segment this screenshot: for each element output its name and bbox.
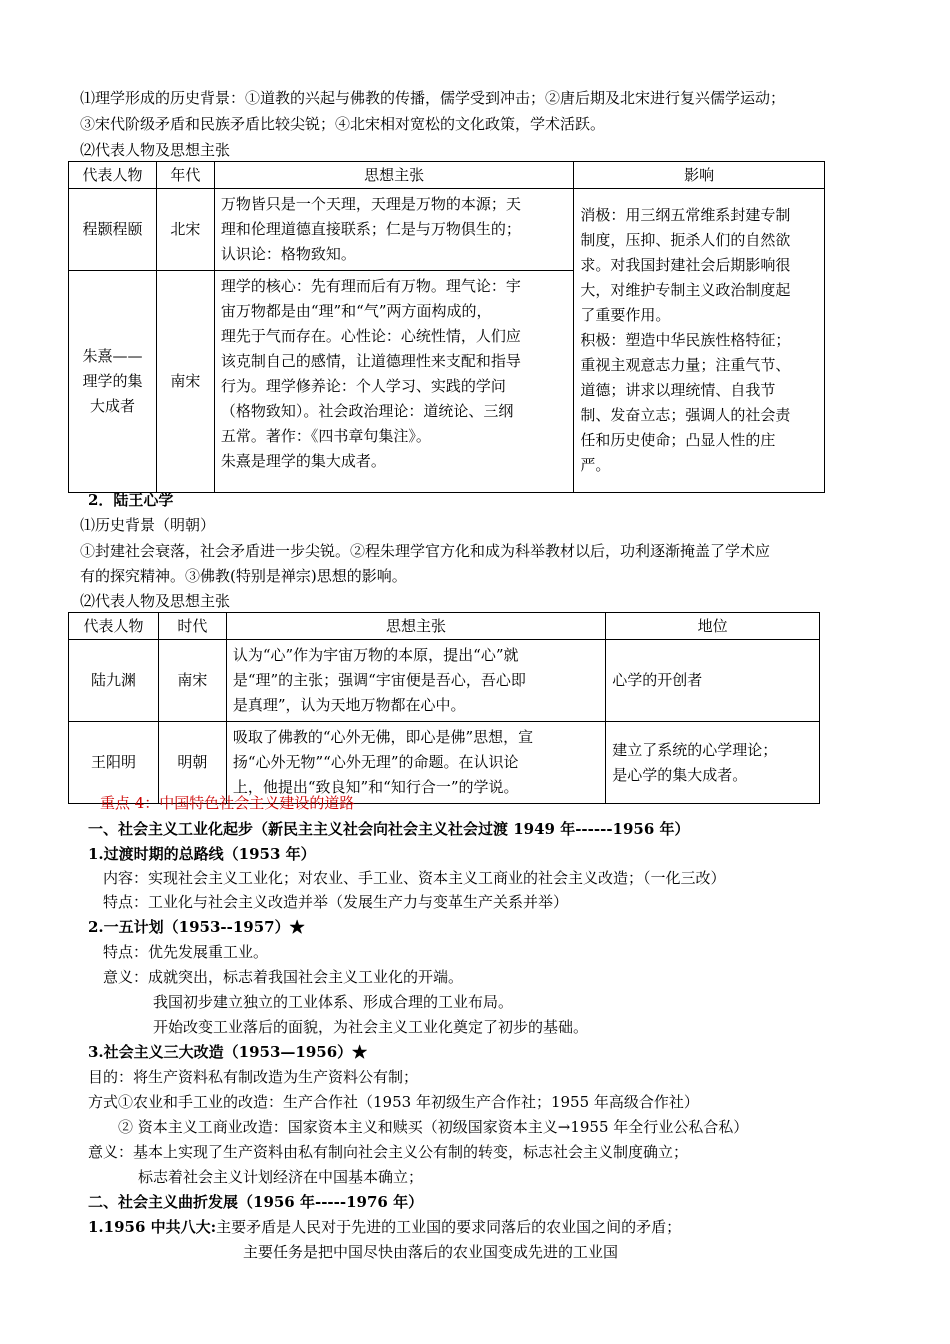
text-line: 该克制自己的感情，让道德理性来支配和指导 [220,352,521,370]
part-one-heading: 一、社会主义工业化起步（新民主主义社会向社会主义社会过渡 1949 年------1956 年） [88,820,690,838]
lixue-background-line-1: ⑴理学形成的历史背景：①道教的兴起与佛教的传播，儒学受到冲击；②唐后期及北宋进行复兴儒学运动； [80,89,786,107]
header-person: 代表人物 [69,613,159,640]
text-line: 是心学的集大成者。 [612,765,748,784]
text-line: 大成者 [89,397,135,415]
text-line: 了重要作用。 [580,306,671,324]
five-year-plan-significance-3: 开始改变工业落后的面貌，为社会主义工业化奠定了初步的基础。 [153,1018,589,1036]
header-influence: 影响 [574,162,825,189]
lixue-background-line-2: ③宋代阶级矛盾和民族矛盾比较尖锐；④北宋相对宽松的文化政策，学术活跃。 [80,115,606,133]
item-five-year-plan-heading: 2.一五计划（1953--1957）★ [88,918,305,936]
text-line: 积极：塑造中华民族性格特征； [580,331,791,349]
text-line: 万物皆只是一个天理，天理是万物的本源；天 [220,195,521,213]
five-year-plan-feature: 特点：优先发展重工业。 [103,943,269,961]
cell-era: 南宋 [156,271,214,493]
xinxue-heading: 2．陆王心学 [88,491,174,509]
text-line: 宙万物都是由“理”和“气”两方面构成的， [220,302,492,320]
table-row [69,189,825,271]
cell-person: 陆九渊 [69,640,159,722]
text-line: 朱熹—— [82,347,143,365]
header-idea: 思想主张 [214,162,574,189]
table-header-row [69,162,825,189]
cell-person: 王阳明 [69,722,159,804]
cell-idea [214,189,574,271]
eighth-congress-line-1 [88,1216,681,1238]
text-line: 消极：用三纲五常维系封建专制 [580,206,791,224]
text-line: 理学的核心：先有理而后有万物。理气论：宇 [220,277,521,295]
text-line: 认为“心”作为宇宙万物的本原，提出“心”就 [232,646,519,664]
xinxue-representatives-heading: ⑵代表人物及思想主张 [80,592,231,610]
xinxue-table [68,612,820,804]
text-line: 道德；讲求以理统情、自我节 [580,381,776,399]
lixue-table [68,161,825,493]
text-line: 朱熹是理学的集大成者。 [220,452,386,470]
eighth-congress-task: 主要任务是把中国尽快由落后的农业国变成先进的工业国 [243,1243,619,1261]
transformations-method-2: ② 资本主义工商业改造：国家资本主义和赎买（初级国家资本主义→1955 年全行业公私合私） [118,1118,749,1136]
eighth-congress-label: 1.1956 中共八大: [88,1218,217,1236]
cell-influence [574,189,825,493]
text-line: 大，对维护专制主义政治制度起 [580,281,791,299]
item-general-line-heading: 1.过渡时期的总路线（1953 年） [88,845,316,863]
eighth-congress-contradiction: 主要矛盾是人民对于先进的工业国的要求同落后的农业国之间的矛盾； [216,1218,682,1236]
header-person: 代表人物 [69,162,157,189]
text-line: 五常。著作：《四书章句集注》。 [220,427,431,445]
cell-era: 南宋 [158,640,226,722]
text-line: 求。对我国封建社会后期影响很 [580,256,791,274]
cell-idea [226,640,605,722]
cell-era: 明朝 [158,722,226,804]
cell-person: 程颢程颐 [69,189,157,271]
text-line: 行为。理学修养论：个人学习、实践的学问 [220,377,506,395]
text-line: 上，他提出“致良知”和“知行合一”的学说。 [232,778,519,796]
cell-person [69,271,157,493]
xinxue-background-heading: ⑴历史背景（明朝） [80,516,216,534]
text-line: 扬“心外无物”“心外无理”的命题。在认识论 [232,753,519,771]
text-line: 是“理”的主张；强调“宇宙便是吾心，吾心即 [232,671,526,689]
text-line: （格物致知）。社会政治理论：道统论、三纲 [220,402,514,420]
five-year-plan-significance-2: 我国初步建立独立的工业体系、形成合理的工业布局。 [153,993,514,1011]
general-line-content: 内容：实现社会主义工业化；对农业、手工业、资本主义工商业的社会主义改造；（一化三改） [103,869,726,887]
text-line: 制、发奋立志；强调人的社会责 [580,406,791,424]
xinxue-background-line-1: ①封建社会衰落，社会矛盾进一步尖锐。②程朱理学官方化和成为科举教材以后，功利逐渐掩盖了学术应 [80,542,771,560]
header-era: 时代 [158,613,226,640]
cell-status [606,722,820,804]
table-row [69,640,820,722]
text-line: 理学的集 [82,372,143,390]
part-two-heading: 二、社会主义曲折发展（1956 年-----1976 年） [88,1193,424,1211]
text-line: 吸取了佛教的“心外无佛，即心是佛”思想，宣 [232,728,534,746]
header-idea: 思想主张 [226,613,605,640]
text-line: 建立了系统的心学理论； [612,740,778,759]
transformations-significance-2: 标志着社会主义计划经济在中国基本确立； [138,1168,424,1186]
cell-status: 心学的开创者 [606,640,820,722]
cell-idea [214,271,574,493]
xinxue-background-line-2: 有的探究精神。③佛教(特别是禅宗)思想的影响。 [80,567,407,585]
text-line: 理先于气而存在。心性论：心统性情，人们应 [220,327,521,345]
transformations-method-1: 方式①农业和手工业的改造：生产合作社（1953 年初级生产合作社；1955 年高级合作社） [88,1093,699,1111]
five-year-plan-significance-1: 意义：成就突出，标志着我国社会主义工业化的开端。 [103,968,464,986]
general-line-feature: 特点：工业化与社会主义改造并举（发展生产力与变革生产关系并举） [103,893,569,911]
text-line: 任和历史使命；凸显人性的庄 [580,431,776,449]
item-three-transformations-heading: 3.社会主义三大改造（1953—1956）★ [88,1043,368,1061]
table-header-row [69,613,820,640]
transformations-goal: 目的：将生产资料私有制改造为生产资料公有制； [88,1068,419,1086]
text-line: 重视主观意志力量；注重气节、 [580,356,791,374]
transformations-significance-1: 意义：基本上实现了生产资料由私有制向社会主义公有制的转变，标志社会主义制度确立； [88,1143,689,1161]
lixue-representatives-heading: ⑵代表人物及思想主张 [80,141,231,159]
header-era: 年代 [156,162,214,189]
cell-era: 北宋 [156,189,214,271]
text-line: 理和伦理道德直接联系；仁是与万物俱生的； [220,220,521,238]
key-point-heading: 重点 4：中国特色社会主义建设的道路 [100,794,355,812]
text-line: 认识论：格物致知。 [220,245,356,263]
text-line: 制度，压抑、扼杀人们的自然欲 [580,231,791,249]
text-line: 严。 [580,456,611,474]
text-line: 是真理”，认为天地万物都在心中。 [232,696,466,714]
header-status: 地位 [606,613,820,640]
